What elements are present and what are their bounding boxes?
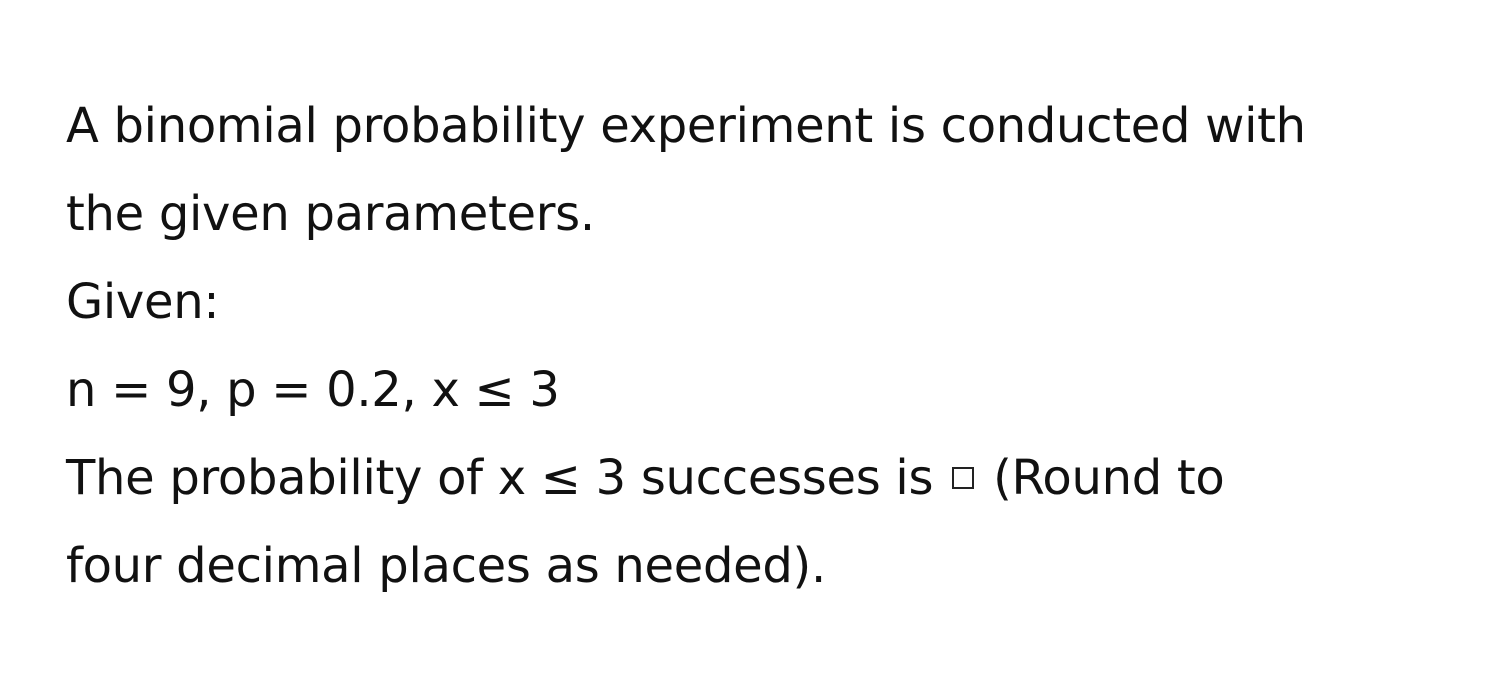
question-text [66,82,1466,610]
given-label: Given: [66,274,220,330]
round-instruction-start: (Round to [993,450,1225,506]
intro-line-1: A binomial probability experiment is conducted with [66,98,1306,154]
answer-box[interactable] [952,467,974,489]
prompt-text: The probability of x ≤ 3 successes is [66,450,934,506]
parameters: n = 9, p = 0.2, x ≤ 3 [66,362,560,418]
round-instruction-end: four decimal places as needed). [66,538,826,594]
prompt-line [66,434,1466,522]
intro-line-2: the given parameters. [66,186,595,242]
